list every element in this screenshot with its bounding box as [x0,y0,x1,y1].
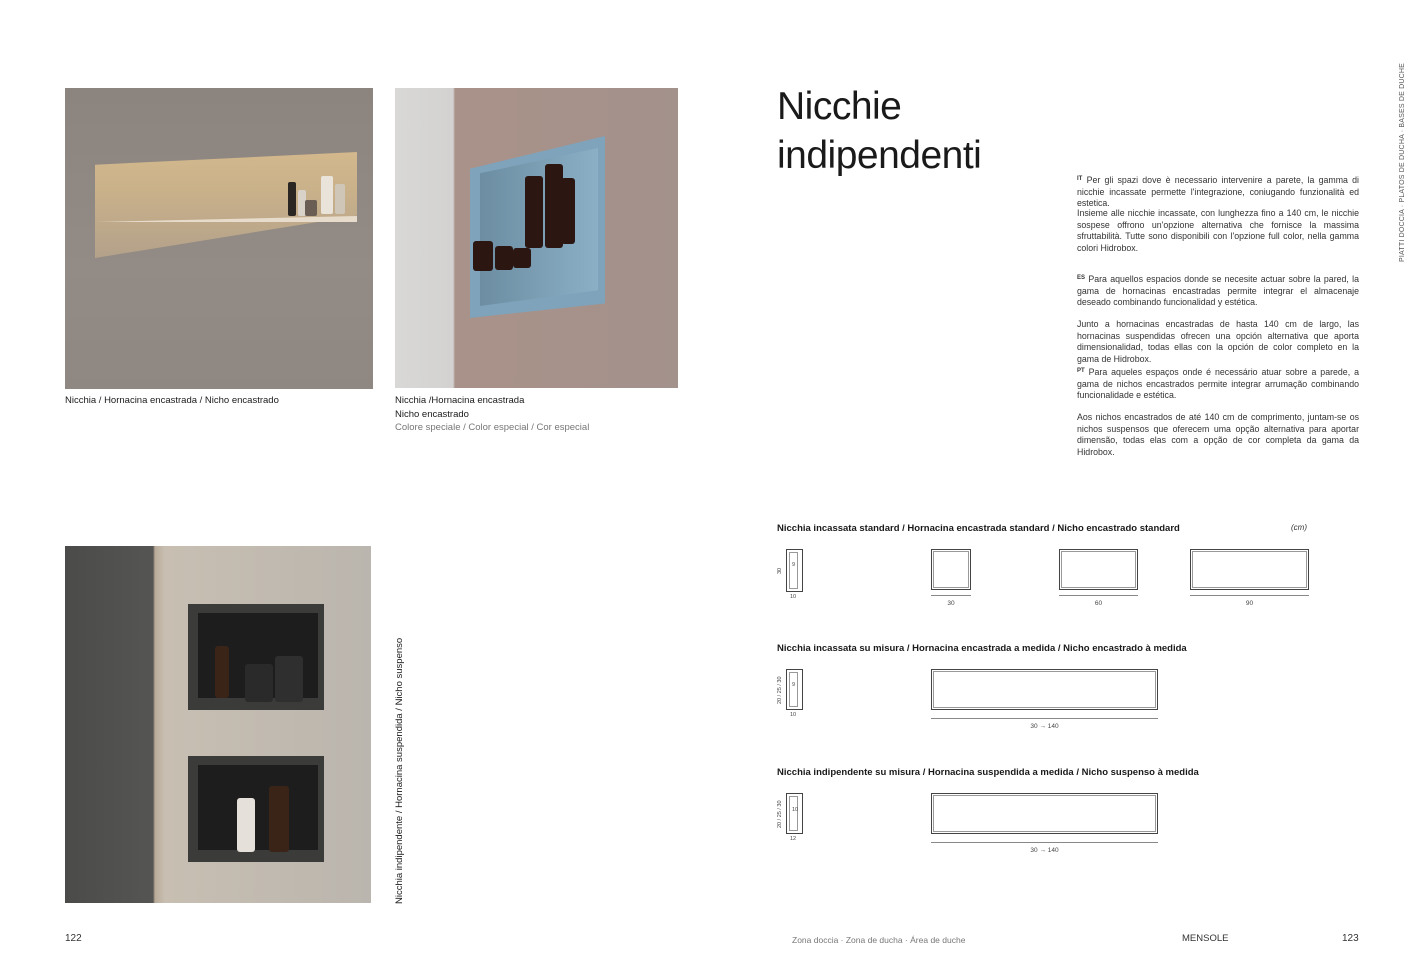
footer-zone: Zona doccia · Zona de ducha · Área de duche [792,935,966,945]
footer-section: MENSOLE [1182,933,1229,944]
bottle [525,176,543,248]
width-label-60: 60 [1094,600,1103,607]
photo-recessed-niche-lit [65,88,373,389]
bottle [321,176,333,214]
section2-title: Nicchia incassata su misura / Hornacina encastrada a medida / Nicho encastrado à medida [777,643,1187,654]
width-label-90: 90 [1245,600,1254,607]
bottle [215,646,229,698]
paragraph-text: Per gli spazi dove è necessario intervenire a parete, la gamma di nicchie incassate permette l'integrazione, coniugando funzionalità ed estetica. [1077,175,1359,208]
section3-side-width: 12 [790,836,797,842]
lang-tag-es: ES [1077,275,1086,281]
jar [473,241,493,271]
jar [305,200,317,216]
section2-side-depth: 9 [792,682,796,688]
niche-front-90 [1190,549,1309,590]
dimension-line [931,718,1158,719]
lang-tag-pt: PT [1077,368,1085,374]
bottle [237,798,255,852]
jar [495,246,513,270]
photo1-caption: Nicchia / Hornacina encastrada / Nicho encastrado [65,395,279,406]
paragraph-it-2: Insieme alle nicchie incassate, con lunghezza fino a 140 cm, le nicchie sospese offrono un'opzione alternativa che fornisce la massima sfruttabilità. Tutte sono disponibili con l'opzione full color, nella gamma colori Hidrobox. [1077,208,1359,253]
bottle [288,182,296,216]
paragraph-es-1 [1077,273,1359,309]
jar [513,248,531,268]
section2-side-view [786,669,803,710]
section2-side-width: 10 [790,712,797,718]
paragraph-es-2: Junto a hornacinas encastradas de hasta 140 cm de largo, las hornacinas suspendidas ofrecen una opción alternativa que aporta dimensionalidad, todas ellas con la opción de color completo en la gama de Hidrobox. [1077,319,1359,364]
paragraph-it-1 [1077,174,1359,210]
niche-front-suspended [931,793,1158,834]
photo3-caption: Nicchia indipendente / Hornacina suspendida / Nicho suspenso [394,637,405,904]
lang-tag-it: IT [1077,176,1083,182]
photo2-caption [395,394,589,435]
jar [245,664,273,702]
dimension-line [1059,595,1138,596]
dimension-line [1190,595,1309,596]
section1-title: Nicchia incassata standard / Hornacina encastrada standard / Nicho encastrado standard [777,523,1180,534]
niche-front-custom [931,669,1158,710]
section1-side-width: 10 [790,594,797,600]
bottle [561,178,575,244]
section2-side-height: 20 / 25 / 30 [777,676,783,704]
dimension-line [931,842,1158,843]
section1-side-depth: 9 [792,562,796,568]
paragraph-text: Para aqueles espaços onde é necessário atuar sobre a parede, a gama de nichos encastrados permite integrar arrumação combinando funcionalidade e estética. [1077,367,1359,400]
width-range-label: 30 → 140 [1030,847,1059,854]
section3-side-height: 20 / 25 / 30 [777,800,783,828]
paragraph-pt-2: Aos nichos encastrados de até 140 cm de comprimento, juntam-se os nichos suspensos que oferecem uma opção alternativa para aportar dimensão, todas elas com a opção de cor completa da gama da Hidrobox. [1077,412,1359,457]
page-title [777,82,981,180]
title-line1: Nicchie [777,85,902,128]
photo2-caption-line3: Colore speciale / Color especial / Cor especial [395,422,590,433]
section1-side-height: 30 [777,567,783,574]
width-range-label: 30 → 140 [1030,723,1059,730]
niche-front-30 [931,549,971,590]
page-number-right: 123 [1342,933,1359,944]
photo-suspended-niches [65,546,371,903]
section3-side-depth: 10 [792,807,799,813]
jar [275,656,303,702]
suspended-niche-bottom [188,756,324,862]
niche-front-60 [1059,549,1138,590]
section3-side-view [786,793,803,834]
photo2-caption-line2: Nicho encastrado [395,408,469,420]
page-number-left: 122 [65,933,82,944]
paragraph-text: Para aquellos espacios donde se necesite actuar sobre la pared, la gama de hornacinas encastradas permite integrar el almacenaje deseado combinando funcionalidad y estética. [1077,274,1359,307]
bottle [269,786,289,852]
bottle [335,184,345,214]
dimension-line [931,595,971,596]
section3-title: Nicchia indipendente su misura / Hornacina suspendida a medida / Nicho suspenso à medida [777,767,1199,778]
unit-label: (cm) [1291,523,1307,532]
photo2-caption-line1: Nicchia /Hornacina encastrada [395,395,525,406]
lit-niche-recess [95,152,357,258]
paragraph-pt-1 [1077,366,1359,402]
width-label-30: 30 [947,600,955,607]
photo-blue-recessed-niche [395,88,678,388]
section1-side-view [786,549,803,592]
sidebar-section-label: PIATTI DOCCIA · PLATOS DE DUCHA · BASES DE DUCHE [1399,62,1406,262]
title-line2: indipendenti [777,134,982,177]
